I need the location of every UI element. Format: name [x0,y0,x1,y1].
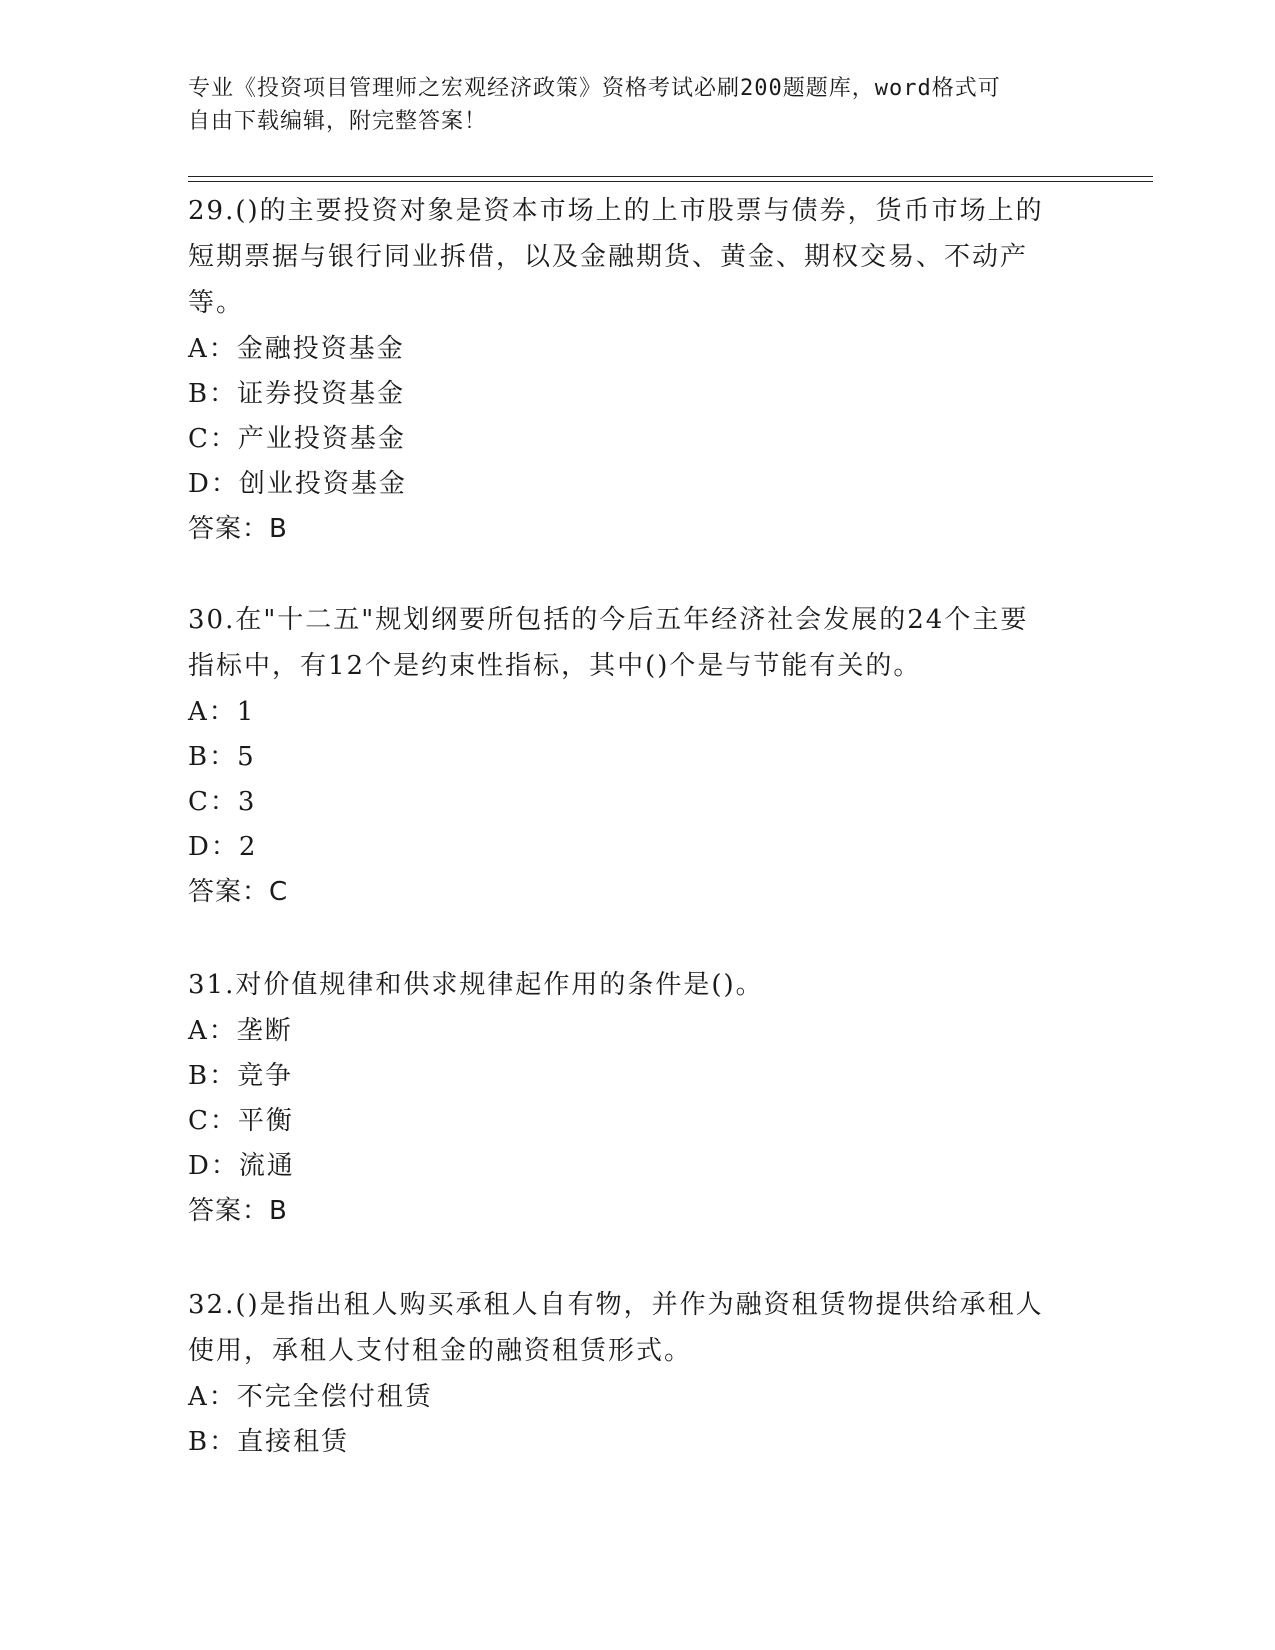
question-30 [188,597,1088,915]
header-divider-bottom [188,181,1153,182]
option-a: A：金融投资基金 [188,334,405,364]
question-stem-line: 指标中，有12个是约束性指标，其中()个是与节能有关的。 [188,651,922,681]
question-29 [188,188,1088,552]
question-stem-line: 29.()的主要投资对象是资本市场上的上市股票与债券，货币市场上的 [188,196,1044,226]
option-c: C：3 [188,787,257,817]
header-line-1: 专业《投资项目管理师之宏观经济政策》资格考试必刷200题题库，word格式可 [188,76,1001,101]
question-stem-line: 31.对价值规律和供求规律起作用的条件是()。 [188,970,764,1000]
header-divider-top [188,176,1153,177]
question-32 [188,1282,1088,1464]
option-b: B：竞争 [188,1061,294,1091]
question-stem-line: 等。 [188,288,245,318]
answer-label: 答案：B [188,1196,288,1226]
option-a: A：不完全偿付租赁 [188,1382,433,1412]
option-b: B：5 [188,742,256,772]
option-c: C：产业投资基金 [188,424,406,454]
document-header [188,72,1068,138]
question-stem-line: 使用，承租人支付租金的融资租赁形式。 [188,1336,693,1366]
option-a: A：垄断 [188,1016,293,1046]
option-d: D：2 [188,832,258,862]
option-a: A：1 [188,697,256,727]
answer-label: 答案：C [188,877,289,907]
question-stem-line: 32.()是指出租人购买承租人自有物，并作为融资租赁物提供给承租人 [188,1290,1044,1320]
option-d: D：流通 [188,1151,295,1181]
question-stem-line: 30.在"十二五"规划纲要所包括的今后五年经济社会发展的24个主要 [188,605,1029,635]
answer-label: 答案：B [188,514,288,544]
header-line-2: 自由下载编辑，附完整答案！ [188,109,488,134]
question-31 [188,962,1088,1234]
option-d: D：创业投资基金 [188,469,407,499]
option-b: B：证券投资基金 [188,379,406,409]
question-stem-line: 短期票据与银行同业拆借，以及金融期货、黄金、期权交易、不动产 [188,242,1029,272]
option-b: B：直接租赁 [188,1427,350,1457]
option-c: C：平衡 [188,1106,294,1136]
